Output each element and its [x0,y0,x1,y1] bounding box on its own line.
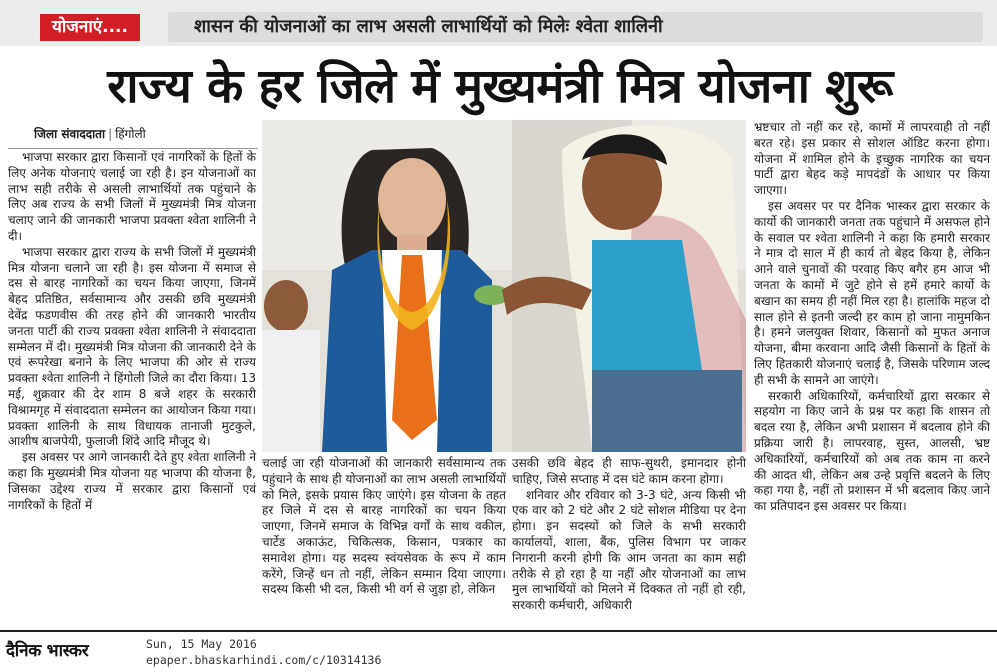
paragraph: भाजपा सरकार द्वारा राज्य के सभी जिलों में मुख्यमंत्री मित्र योजना चलाने जा रही है। इस योजना में समाज से दस से बारह नागरिकों का चयन किया जाएगा, जिनमें बेहद प्रतिष्ठित, सर्वसामान्य और उसकी छवि मुख्यमंत्री देवेंद्र फडणवीस की तरह होने की जानकारी भारतीय जनता पार्टी की राज्य प्रवक्ता श्वेता शालिनी ने संवाददाता सम्मेलन में दी। मुख्यमंत्री मित्र योजना की जानकारी देने के एवं रूपरेखा बनाने के लिए भाजपा की ओर से राज्य प्रवक्ता श्वेता शालिनी ने हिंगोली जिले का दौरा किया। 13 मई, शुक्रवार की देर शाम 8 बजे शहर के सरकारी विश्रामगृह में संवाददाता सम्मेलन का आयोजन किया गया। प्रवक्ता शालिनी के साथ विधायक तानाजी मुटकुले, आशीष बाजपेयी, फुलाजी शिंदे आदि मौजूद थे। [8,244,256,449]
epaper-url[interactable]: epaper.bhaskarhindi.com/c/10314136 [146,653,382,667]
paragraph: सरकारी अधिकारियों, कर्मचारियों द्वारा सरकार से सहयोग ना किए जाने के प्रश्न पर कहा कि शासन तो बदल रया है, लेकिन अभी प्रशासन में बदलाव होने की प्रक्रिया जारी है। लापरवाह, सुस्त, आलसी, भ्रष्ट अधिकारियों, कर्मचारियों को अब तक काम ना करने की आदत थी, लेकिन अब उन्हे प्रवृत्ति बदलने के लिए कहा गया है, नहीं तो प्रशासन में भी बदलाव किए जाने का प्रतिपादन इस अवसर पर किया। [754,388,990,514]
news-photo [262,120,746,452]
photo-illustration [262,120,746,452]
section-tag: योजनाएं.... [40,14,140,41]
headline: राज्य के हर जिले में मुख्यमंत्री मित्र योजना शुरू [107,59,893,114]
article-column-3 [512,456,746,616]
article-column-2 [262,456,506,616]
byline-place: हिंगोली [115,127,146,141]
byline-separator: | [108,127,113,141]
byline-reporter: जिला संवाददाता [34,127,106,141]
byline-rule [8,148,258,149]
publication-date: Sun, 15 May 2016 [146,637,257,651]
paragraph: इस अवसर पर आगे जानकारी देते हुए श्वेता शालिनी ने कहा कि मुख्यमंत्री मित्र योजना यह भाजपा की योजना है, जिसका उद्देश्य राज्य में सरकार द्वारा किसानों एवं नागरिकों के हितों में [8,450,256,512]
paragraph: इस अवसर पर पर दैनिक भास्कर द्वारा सरकार के कार्यो की जानकारी जनता तक पहुंचाने में असफल होने के सवाल पर श्वेता शालिनी ने कहा कि हमारी सरकार ने मात्र दो साल में ही कार्य तो बेहद किया है, लेकिन आने वाले चुनावों की परवाह किए बगैर हम आज भी जनता के कामों में जुटे होने से हमें हमारे कार्यो के बखान का समय ही नहीं मिल रहा है। हालांकि महज दो साल होने से इतनी जल्दी हर काम हो जाना नामुमकिन है। हमने जलयुक्त शिवार, किसानों को मुफत अनाज योजना, बीमा करवाना आदि जैसी किसानों के हितों के लिए हितकारी योजनाएं चलाई है, जिसके परिणाम जल्द ही सभी के सामने आ जाएंगे। [754,198,990,387]
paragraph: शनिवार और रविवार को 3-3 घंटे, अन्य किसी भी एक वार को 2 घंटे और 2 घंटे सोशल मीडिया पर देना होगा। इन सदस्यों को जिले के सभी सरकारी कार्यालयों, शाला, बैंक, पुलिस विभाग पर जाकर निगरानी करनी होगी कि आम जनता का काम सही तरीके से हो रहा है या नहीं और योजनाओं का लाभ मुल लाभार्थियों को मिलने में दिक्कत तो नहीं हो रही, सरकारी कर्मचारी, अधिकारी [512,487,746,613]
paragraph: भाजपा सरकार द्वारा किसानों एवं नागरिकों के हितों के लिए अनेक योजनाएं चलाई जा रही है। इन योजनाओं का लाभ सही तरीके से असली लाभार्थियों तक पहुंचाने के लिए अब राज्य के सभी जिलों में मुख्यमंत्री मित्र योजना चलाए जाने की जानकारी भाजपा प्रवक्ता श्वेता शालिनी ने दी। [8,150,256,243]
paragraph: भ्रष्टचार तो नहीं कर रहे, कामों में लापरवाही तो नहीं बरत रहे। इस प्रकार से सोशल ऑडिट करना होगा। योजना में शामिल होने के इच्छुक नागरिक का चयन पार्टी द्वारा बेहद कड़े मापदंडों के आधार पर किया जाएगा। [754,120,990,198]
paragraph: उसकी छवि बेहद ही साफ-सुथरी, इमानदार होनी चाहिए, जिसे सप्ताह में दस घंटे काम करना होगा। [512,456,746,486]
paragraph: चलाई जा रही योजनाओं की जानकारी सर्वसामान्य तक पहुंचाने के साथ ही योजनाओं का लाभ असली लाभार्थियों को मिले, इसके प्रयास किए जाएंगे। इस योजना के तहत हर जिले में दस से बारह नागरिकों का चयन किया जाएगा, जिनमें समाज के विभिन्न वर्गों के साथ वकील, चार्टेड अकाऊंट, चिकित्सक, किसान, पत्रकार का समावेश होगा। यह सदस्य स्वंयसेवक के रूप में काम करेंगे, जिन्हें धन तो नहीं, लेकिन सम्मान दिया जाएगा। सदस्य किसी भी दल, किसी भी वर्ग से जुड़ा हो, लेकिन [262,456,506,597]
article-column-4 [754,120,990,610]
byline [34,126,146,142]
newspaper-masthead: दैनिक भास्कर [6,641,89,661]
footer-rule [0,630,997,632]
article-column-1 [8,150,256,630]
kicker-strap: शासन की योजनाओं का लाभ असली लाभार्थियों को मिलेः श्वेता शालिनी [168,12,983,42]
